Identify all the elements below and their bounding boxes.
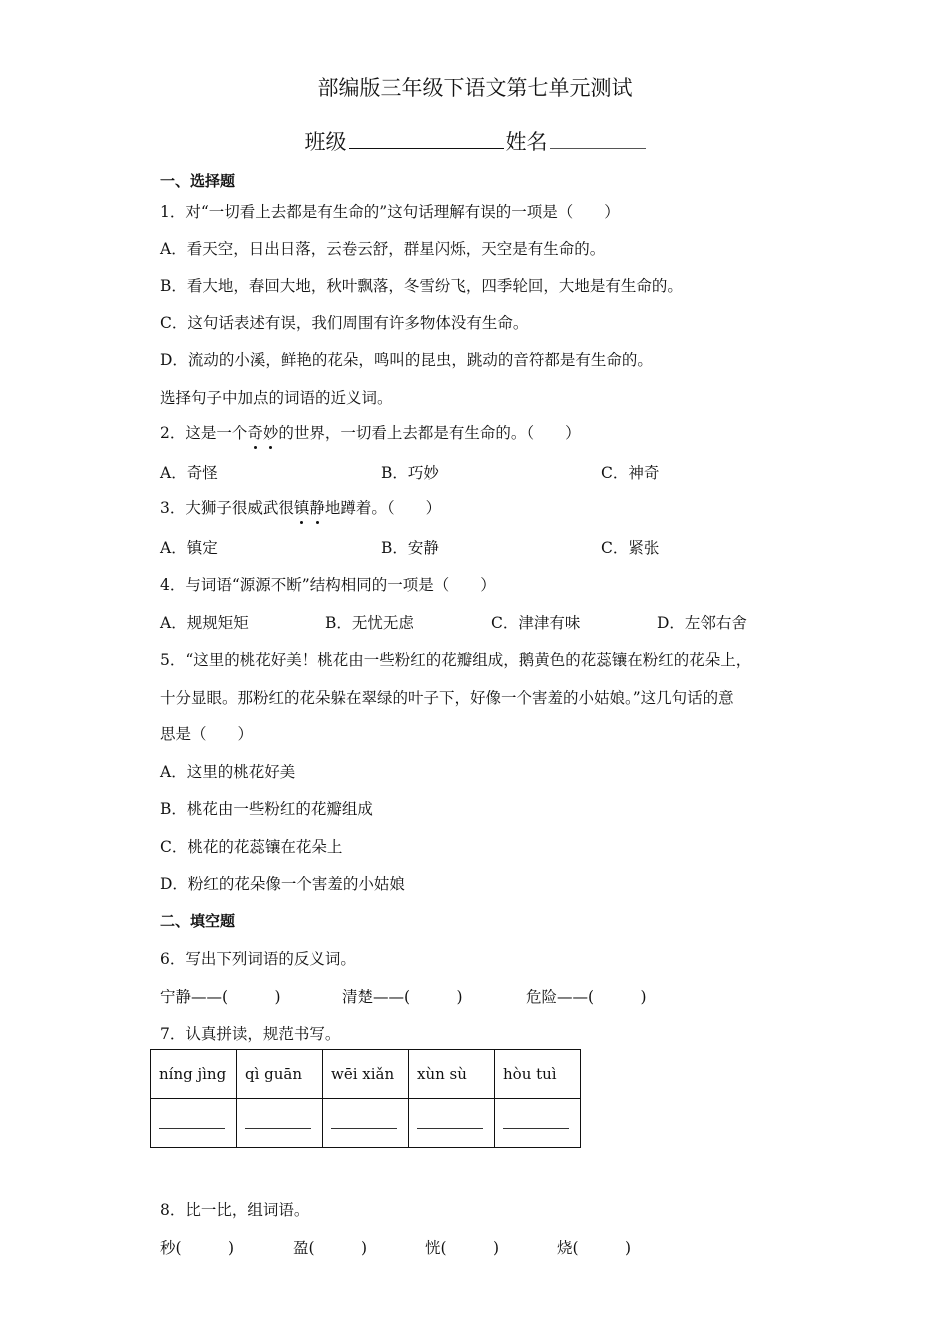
q3-stem-pre: 3．大狮子很威武很 <box>160 499 294 517</box>
class-label: 班级 <box>304 130 347 154</box>
pinyin-table <box>150 1049 581 1148</box>
answer-cell[interactable] <box>495 1099 581 1148</box>
q6-word-2[interactable]: 清楚——( ) <box>342 988 463 1006</box>
q5-option-a: A．这里的桃花好美 <box>160 763 296 781</box>
q1-option-d: D．流动的小溪，鲜艳的花朵，鸣叫的昆虫，跳动的音符都是有生命的。 <box>160 351 653 369</box>
class-blank[interactable] <box>349 128 504 149</box>
answer-row <box>151 1099 581 1148</box>
pinyin-cell: qì guān <box>237 1050 323 1099</box>
q8-word-3[interactable]: 恍( ) <box>425 1239 500 1257</box>
answer-cell[interactable] <box>237 1099 323 1148</box>
answer-blank[interactable] <box>417 1114 483 1129</box>
q3-stem-post: 地蹲着。（ ） <box>324 499 442 517</box>
q5-stem-line-3: 思是（ ） <box>160 725 254 743</box>
q3-stem <box>160 496 441 518</box>
q2-option-b: B．巧妙 <box>381 464 439 482</box>
q8-word-1[interactable]: 秒( ) <box>160 1239 235 1257</box>
q6-word-3[interactable]: 危险——( ) <box>526 988 647 1006</box>
q4-stem: 4．与词语“源源不断”结构相同的一项是（ ） <box>160 576 496 594</box>
q1-option-b: B．看大地，春回大地，秋叶飘落，冬雪纷飞，四季轮回，大地是有生命的。 <box>160 277 683 295</box>
q8-word-2[interactable]: 盈( ) <box>293 1239 368 1257</box>
answer-cell[interactable] <box>323 1099 409 1148</box>
pinyin-cell: xùn sù <box>409 1050 495 1099</box>
q4-option-b: B．无忧无虑 <box>325 614 414 632</box>
q5-option-b: B．桃花由一些粉红的花瓣组成 <box>160 800 373 818</box>
q8-word-4[interactable]: 烧( ) <box>557 1239 632 1257</box>
answer-cell[interactable] <box>409 1099 495 1148</box>
q5-option-d: D．粉红的花朵像一个害羞的小姑娘 <box>160 875 405 893</box>
section-choice-heading: 一、选择题 <box>160 172 236 190</box>
q3-option-b: B．安静 <box>381 539 439 557</box>
answer-blank[interactable] <box>245 1114 311 1129</box>
pinyin-cell: hòu tuì <box>495 1050 581 1099</box>
q1-option-a: A．看天空，日出日落，云卷云舒，群星闪烁，天空是有生命的。 <box>160 240 606 258</box>
section-fill-heading: 二、填空题 <box>160 912 236 930</box>
q2-stem-pre: 2．这是一个 <box>160 424 248 442</box>
q5-stem-line-2: 十分显眼。那粉红的花朵躲在翠绿的叶子下，好像一个害羞的小姑娘。”这几句话的意 <box>160 689 734 707</box>
q6-stem: 6．写出下列词语的反义词。 <box>160 950 356 968</box>
name-label: 姓名 <box>505 130 548 154</box>
answer-blank[interactable] <box>503 1114 569 1129</box>
q4-option-c: C．津津有味 <box>491 614 581 632</box>
answer-cell[interactable] <box>151 1099 237 1148</box>
answer-blank[interactable] <box>331 1114 397 1129</box>
q4-option-d: D．左邻右舍 <box>657 614 747 632</box>
q5-stem-line-1: 5．“这里的桃花好美！桃花由一些粉红的花瓣组成，鹅黄色的花蕊镶在粉红的花朵上， <box>160 651 752 669</box>
q2-stem-post: 的世界，一切看上去都是有生命的。（ ） <box>278 424 581 442</box>
q7-stem: 7．认真拼读，规范书写。 <box>160 1025 341 1043</box>
q2-option-c: C．神奇 <box>601 464 660 482</box>
q3-option-c: C．紧张 <box>601 539 660 557</box>
q3-dotted-char-1: 镇 <box>293 499 310 517</box>
q6-word-1[interactable]: 宁静——( ) <box>160 988 281 1006</box>
q1-option-c: C．这句话表述有误，我们周围有许多物体没有生命。 <box>160 314 529 332</box>
instruction-synonym: 选择句子中加点的词语的近义词。 <box>160 389 393 407</box>
pinyin-cell: níng jìng <box>151 1050 237 1099</box>
q3-dotted-char-2: 静 <box>309 499 325 517</box>
answer-blank[interactable] <box>159 1114 225 1129</box>
q5-option-c: C．桃花的花蕊镶在花朵上 <box>160 838 343 856</box>
q2-dotted-char-1: 奇 <box>247 424 263 442</box>
class-name-line <box>0 126 950 156</box>
q2-dotted-char-2: 妙 <box>262 424 279 442</box>
pinyin-row <box>151 1050 581 1099</box>
page-title: 部编版三年级下语文第七单元测试 <box>317 76 633 100</box>
q2-stem <box>160 421 581 443</box>
q8-stem: 8．比一比，组词语。 <box>160 1201 310 1219</box>
q1-stem: 1．对“一切看上去都是有生命的”这句话理解有误的一项是（ ） <box>160 203 620 221</box>
q3-option-a: A．镇定 <box>160 539 218 557</box>
q2-option-a: A．奇怪 <box>160 464 218 482</box>
name-blank[interactable] <box>550 128 646 149</box>
pinyin-cell: wēi xiǎn <box>323 1050 409 1099</box>
q4-option-a: A．规规矩矩 <box>160 614 249 632</box>
